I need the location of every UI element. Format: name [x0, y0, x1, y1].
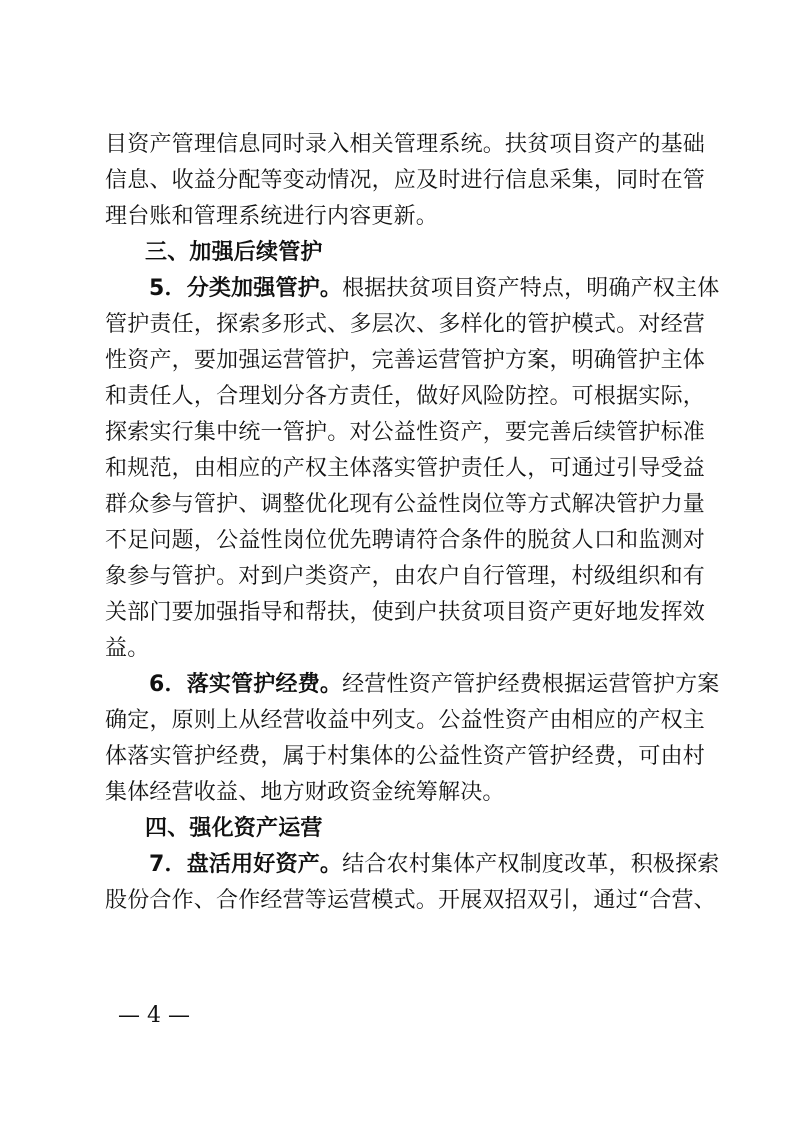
paragraph-line: 理台账和管理系统进行内容更新。	[105, 204, 439, 229]
paragraph-line: 群众参与管护、调整优化现有公益性岗位等方式解决管护力量	[105, 492, 705, 517]
paragraph-line: 探索实行集中统一管护。对公益性资产，要完善后续管护标准	[105, 420, 705, 445]
paragraph-line: 确定，原则上从经营收益中列支。公益性资产由相应的产权主	[105, 708, 705, 733]
item-5-title: 5．分类加强管护。	[149, 276, 343, 301]
section-heading-3: 三、加强后续管护	[145, 240, 323, 265]
paragraph-line: 和规范，由相应的产权主体落实管护责任人，可通过引导受益	[105, 456, 705, 481]
item-7-title: 7．盘活用好资产。	[149, 852, 343, 877]
item-5-first-line-text: 根据扶贫项目资产特点，明确产权主体	[342, 276, 720, 301]
paragraph-line: 性资产，要加强运营管护，完善运营管护方案，明确管护主体	[105, 348, 705, 373]
item-6-first-line-text: 经营性资产管护经费根据运营管护方案	[342, 672, 720, 697]
item-7-first-line-text: 结合农村集体产权制度改革，积极探索	[342, 852, 720, 877]
paragraph-line: 股份合作、合作经营等运营模式。开展双招双引，通过“合营、	[105, 888, 716, 913]
paragraph-line: 关部门要加强指导和帮扶，使到户扶贫项目资产更好地发挥效	[105, 600, 705, 625]
paragraph-line: 目资产管理信息同时录入相关管理系统。扶贫项目资产的基础	[105, 132, 705, 157]
paragraph-line: 管护责任，探索多形式、多层次、多样化的管护模式。对经营	[105, 312, 705, 337]
item-5-first-line	[105, 271, 720, 307]
document-body	[105, 127, 720, 919]
paragraph-line: 益。	[105, 636, 150, 661]
section-heading-4: 四、强化资产运营	[145, 816, 323, 841]
item-6-first-line	[105, 667, 720, 703]
paragraph-line: 和责任人，合理划分各方责任，做好风险防控。可根据实际，	[105, 384, 705, 409]
page-number: — 4 —	[118, 1003, 190, 1028]
paragraph-line: 集体经营收益、地方财政资金统筹解决。	[105, 780, 505, 805]
item-7-first-line	[105, 847, 720, 883]
paragraph-line: 不足问题，公益性岗位优先聘请符合条件的脱贫人口和监测对	[105, 528, 705, 553]
item-6-title: 6．落实管护经费。	[149, 672, 343, 697]
paragraph-line: 象参与管护。对到户类资产，由农户自行管理，村级组织和有	[105, 564, 705, 589]
paragraph-line: 体落实管护经费，属于村集体的公益性资产管护经费，可由村	[105, 744, 705, 769]
paragraph-line: 信息、收益分配等变动情况，应及时进行信息采集，同时在管	[105, 168, 705, 193]
